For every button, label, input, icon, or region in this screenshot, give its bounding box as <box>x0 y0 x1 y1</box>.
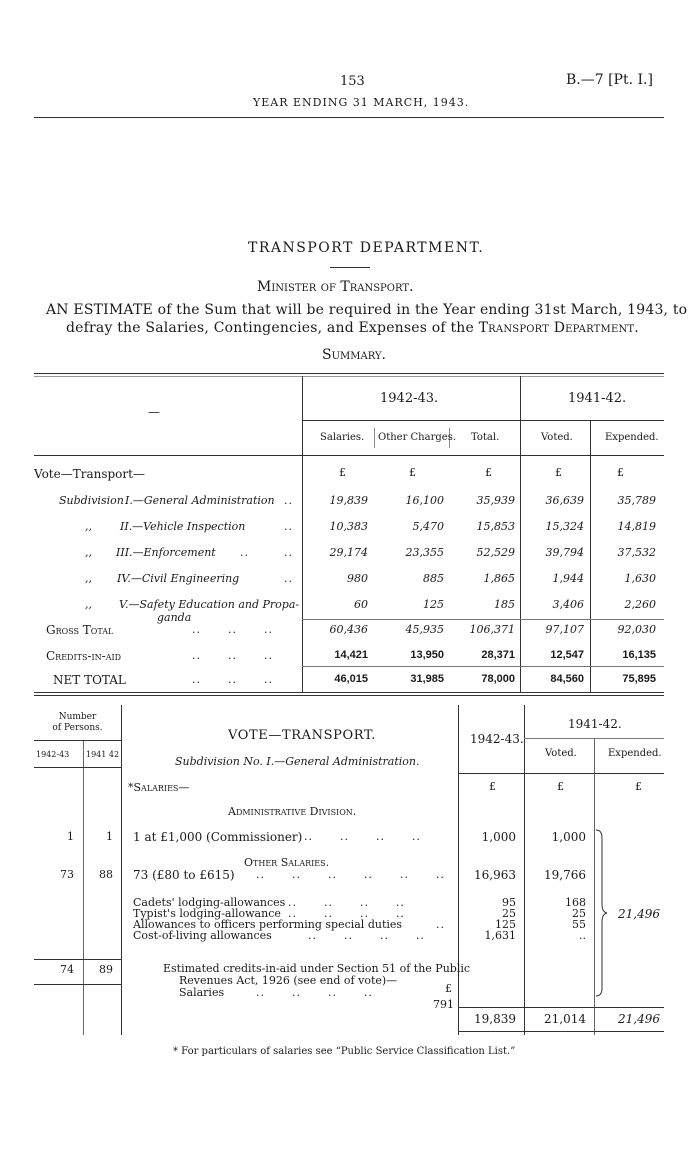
vote-total-expended: 21,496 <box>618 1012 660 1026</box>
dash-column-head: — <box>148 405 160 419</box>
persons-col-4142: 1941 42 <box>86 750 120 759</box>
credits-note-line-3: Salaries <box>179 986 225 999</box>
row-salaries: 980 <box>347 572 368 585</box>
vote-year-current: 1942-43. <box>470 732 524 746</box>
salaries-heading: *Salaries— <box>128 781 190 794</box>
allowance-voted: .. <box>579 929 586 942</box>
col-salaries-head: Salaries. <box>320 432 365 443</box>
admin-division-heading: Administrative Division. <box>228 805 357 818</box>
row-total: 35,939 <box>476 494 515 507</box>
allowance-label: Typist's lodging-allowance <box>133 907 281 920</box>
row-salaries: 10,383 <box>329 520 368 533</box>
credits-total: 28,371 <box>481 649 515 661</box>
persons-label: of Persons. <box>52 723 103 733</box>
row-expended: 14,819 <box>617 520 656 533</box>
col-other-head: Other Charges. <box>378 432 456 443</box>
row-prefix: ,, <box>85 546 92 559</box>
year-current-head: 1942-43. <box>380 391 439 406</box>
gross-salaries: 60,436 <box>329 623 368 636</box>
other-salaries-label: 73 (£80 to £615) <box>133 868 235 882</box>
row-label: II.—Vehicle Inspection <box>120 520 246 533</box>
estimate-text-2b: Transport Department. <box>478 320 639 336</box>
allowance-voted: 168 <box>565 896 586 909</box>
vote-title: VOTE—TRANSPORT. <box>228 728 376 743</box>
footnote: * For particulars of salaries see “Public Service Classification List.” <box>173 1046 516 1057</box>
pound-salaries: £ <box>339 466 346 479</box>
vote-pound-expended: £ <box>635 780 642 793</box>
commissioner-current: 1,000 <box>481 830 516 844</box>
header-rule <box>34 117 664 118</box>
estimate-line-2 <box>66 320 639 336</box>
credits-voted: 12,547 <box>550 649 584 661</box>
row-salaries: 19,839 <box>329 494 368 507</box>
row-expended: 2,260 <box>624 598 656 611</box>
vote-year-previous: 1941-42. <box>568 717 622 731</box>
gross-other: 45,935 <box>405 623 444 636</box>
col-voted-head: Voted. <box>541 432 573 443</box>
number-of-persons-head <box>34 712 121 734</box>
vote-pound-current: £ <box>489 780 496 793</box>
row-prefix: Subdivision <box>59 494 124 507</box>
commissioner-voted: 1,000 <box>551 830 586 844</box>
row-label: IV.—Civil Engineering <box>117 572 240 585</box>
net-salaries: 46,015 <box>334 673 368 685</box>
other-salaries-heading: Other Salaries. <box>244 856 330 869</box>
vote-total-current: 19,839 <box>474 1012 516 1026</box>
persons-col-4243: 1942-43 <box>36 750 70 759</box>
credits-note-line-1: Estimated credits-in-aid under Section 51 of the Public <box>163 962 471 975</box>
row-expended: 37,532 <box>617 546 656 559</box>
row-total: 15,853 <box>476 520 515 533</box>
credits-other: 13,950 <box>410 649 444 661</box>
credits-note-line-2: Revenues Act, 1926 (see end of vote)— <box>179 974 398 987</box>
row-voted: 1,944 <box>552 572 584 585</box>
vote-label: Vote—Transport— <box>34 467 145 481</box>
row-prefix: ,, <box>85 520 92 533</box>
estimate-line-1 <box>46 302 687 318</box>
row-label: V.—Safety Education and Propa- <box>119 598 300 611</box>
pound-other: £ <box>409 466 416 479</box>
persons-4142: 88 <box>99 868 113 881</box>
summary-bottom-rule <box>34 692 664 693</box>
col-expended-head: Expended. <box>605 432 659 443</box>
summary-header-rule <box>34 455 664 456</box>
title-rule <box>330 267 370 268</box>
credits-label: Credits-in-aid <box>46 649 122 663</box>
expended-group-value: 21,496 <box>618 907 660 921</box>
estimate-text-2a: defray the Salaries, Contingencies, and Expenses of the <box>66 320 474 336</box>
vote-subtitle: Subdivision No. I.—General Administration. <box>175 755 420 768</box>
other-salaries-voted: 19,766 <box>544 868 586 882</box>
summary-heading: Summary. <box>322 347 386 363</box>
vote-pound-voted: £ <box>557 780 564 793</box>
vote-col-voted: Voted. <box>545 748 577 759</box>
allowance-label: Cadets' lodging-allowances <box>133 896 286 909</box>
row-voted: 15,324 <box>545 520 584 533</box>
allowance-current: 25 <box>502 907 516 920</box>
row-other: 23,355 <box>405 546 444 559</box>
estimate-lead: AN ESTIMATE <box>46 302 153 318</box>
vote-col-expended: Expended. <box>608 748 662 759</box>
persons-4243: 1 <box>67 830 74 843</box>
row-other: 885 <box>423 572 444 585</box>
total-persons-4142: 89 <box>99 963 113 976</box>
department-title: TRANSPORT DEPARTMENT. <box>248 240 485 256</box>
credits-amount: 791 <box>433 998 454 1011</box>
row-prefix: ,, <box>85 598 92 611</box>
vote-total-voted: 21,014 <box>544 1012 586 1026</box>
row-label-continued: ganda <box>157 611 192 624</box>
allowance-current: 1,631 <box>484 929 516 942</box>
row-salaries: 60 <box>354 598 368 611</box>
gross-total-label: Gross Total <box>46 623 114 637</box>
number-label: Number <box>58 712 97 722</box>
document-reference: B.—7 [Pt. I.] <box>566 72 653 88</box>
allowance-current: 125 <box>495 918 516 931</box>
row-total: 185 <box>494 598 515 611</box>
year-line: YEAR ENDING 31 MARCH, 1943. <box>253 96 470 109</box>
minister-line: Minister of Transport. <box>257 279 414 295</box>
net-expended: 75,895 <box>622 673 656 685</box>
row-voted: 39,794 <box>545 546 584 559</box>
gross-expended: 92,030 <box>617 623 656 636</box>
row-label: I.—General Administration <box>125 494 275 507</box>
credits-expended: 16,135 <box>622 649 656 661</box>
persons-4243: 73 <box>60 868 74 881</box>
estimate-text-1: of the Sum that will be required in the Year ending 31st March, 1943, to <box>157 302 688 318</box>
expended-brace <box>594 828 608 998</box>
col-total-head: Total. <box>471 432 500 443</box>
commissioner-label: 1 at £1,000 (Commissioner) <box>133 830 303 844</box>
pound-voted: £ <box>555 466 562 479</box>
allowance-current: 95 <box>502 896 516 909</box>
credits-salaries: 14,421 <box>334 649 368 661</box>
row-other: 5,470 <box>412 520 444 533</box>
persons-4142: 1 <box>106 830 113 843</box>
pound-expended: £ <box>617 466 624 479</box>
row-expended: 35,789 <box>617 494 656 507</box>
allowance-voted: 55 <box>572 918 586 931</box>
summary-top-rule <box>34 373 664 374</box>
page-number: 153 <box>340 74 365 89</box>
row-label: III.—Enforcement <box>116 546 216 559</box>
row-other: 125 <box>423 598 444 611</box>
net-voted: 84,560 <box>550 673 584 685</box>
row-prefix: ,, <box>85 572 92 585</box>
gross-voted: 97,107 <box>545 623 584 636</box>
other-salaries-current: 16,963 <box>474 868 516 882</box>
allowance-label: Allowances to officers performing special duties <box>133 918 403 931</box>
pound-total: £ <box>485 466 492 479</box>
row-salaries: 29,174 <box>329 546 368 559</box>
net-other: 31,985 <box>410 673 444 685</box>
net-total: 78,000 <box>481 673 515 685</box>
row-voted: 3,406 <box>552 598 584 611</box>
allowance-label: Cost-of-living allowances <box>133 929 272 942</box>
row-total: 1,865 <box>483 572 515 585</box>
gross-total: 106,371 <box>469 623 515 636</box>
row-other: 16,100 <box>405 494 444 507</box>
row-expended: 1,630 <box>624 572 656 585</box>
row-total: 52,529 <box>476 546 515 559</box>
row-voted: 36,639 <box>545 494 584 507</box>
net-total-label: NET TOTAL <box>53 673 126 687</box>
total-persons-4243: 74 <box>60 963 74 976</box>
year-previous-head: 1941-42. <box>568 391 627 406</box>
allowance-voted: 25 <box>572 907 586 920</box>
credits-pound: £ <box>445 982 452 995</box>
